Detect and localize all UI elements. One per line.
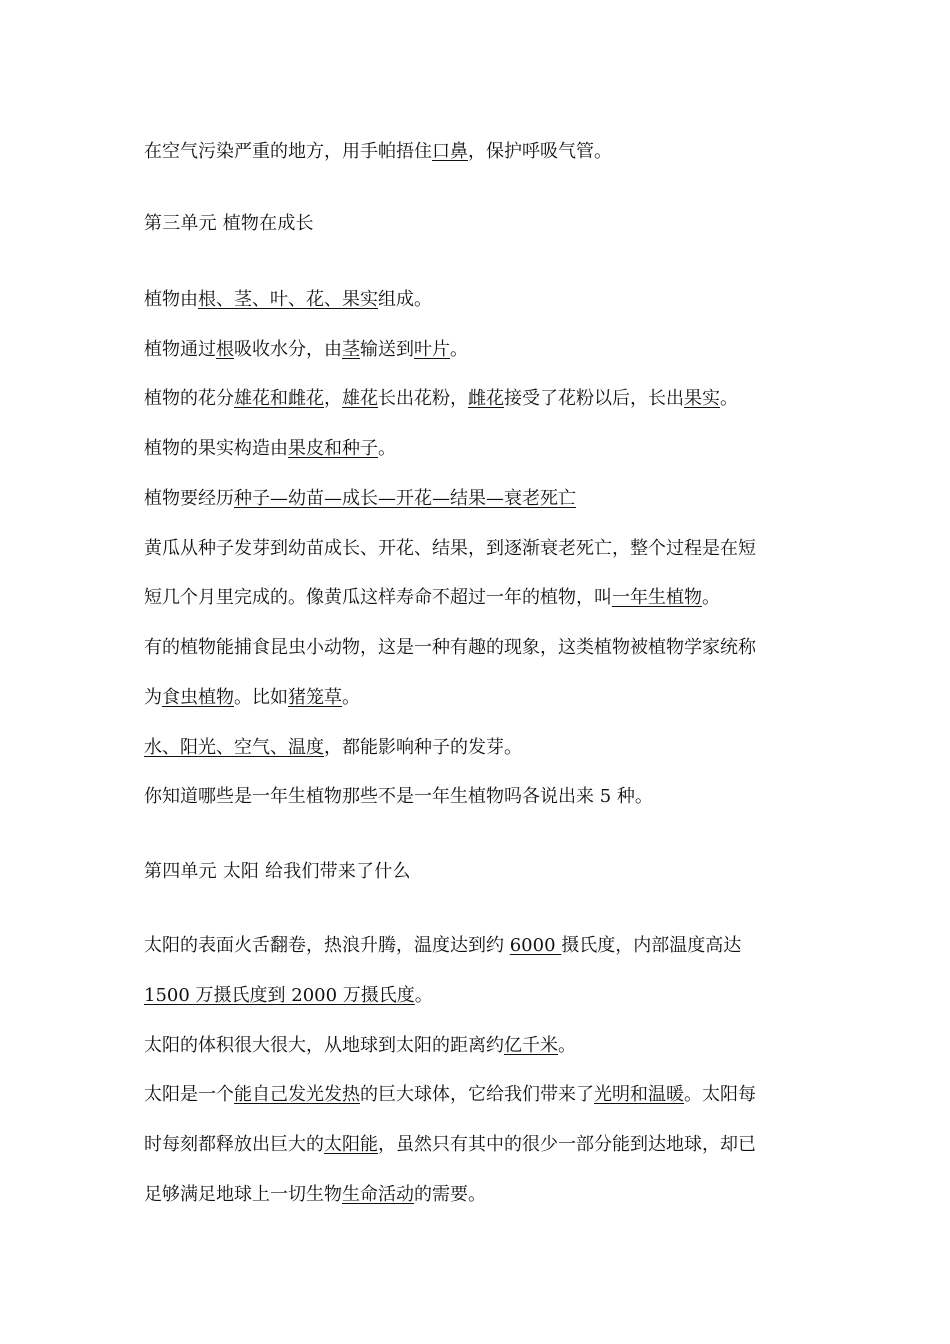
paragraph-question [144,785,653,809]
paragraph-sun-temp-line2 [144,984,433,1008]
paragraph-air-pollution [144,140,612,164]
underlined-key-term: 根、茎、叶、花、果实 [198,289,378,310]
text-segment: ，虽然只有其中的很少一部分能到达地球，却已 [378,1134,756,1155]
underlined-key-term: 根 [216,339,234,360]
text-segment: 摄氏度，内部温度高达 [561,935,742,956]
text-segment: 黄瓜从种子发芽到幼苗成长、开花、结果，到逐渐衰老死亡，整个过程是在短 [144,538,756,559]
text-segment: 在空气污染严重的地方，用手帕捂住 [144,141,432,162]
paragraph-germination [144,736,522,760]
text-segment: 的需要。 [414,1184,486,1205]
text-segment: 太阳是一个 [144,1084,234,1105]
text-segment: 组成。 [378,289,432,310]
underlined-key-term: 口鼻 [432,141,468,162]
paragraph-life-cycle [144,487,576,511]
text-segment: 。 [342,687,360,708]
text-segment: 植物要经历 [144,488,234,509]
underlined-key-term: 猪笼草 [288,687,342,708]
text-segment: 接受了花粉以后，长出 [504,388,684,409]
text-segment: 。太阳每 [684,1084,756,1105]
underlined-key-term: 生命活动 [342,1184,414,1205]
underlined-key-term: 一年生植物 [612,587,702,608]
text-segment: 植物由 [144,289,198,310]
text-segment: 。 [450,339,468,360]
underlined-key-term: 叶片 [414,339,450,360]
text-segment: 的巨大球体，它给我们带来了 [360,1084,594,1105]
text-segment: 足够满足地球上一切生物 [144,1184,342,1205]
paragraph-sun-energy-line1 [144,1083,756,1107]
paragraph-cucumber-line2 [144,586,720,610]
text-segment: 植物的花分 [144,388,234,409]
text-segment: ， [324,388,342,409]
text-segment: 第四单元 太阳 给我们带来了什么 [144,861,411,882]
underlined-key-term: 水、阳光、空气、温度 [144,737,324,758]
text-segment: 你知道哪些是一年生植物那些不是一年生植物吗各说出来 5 种。 [144,786,653,807]
text-segment: 植物的果实构造由 [144,438,288,459]
text-segment: 。 [720,388,738,409]
underlined-key-term: 太阳能 [324,1134,378,1155]
underlined-key-term: 亿千米 [504,1035,558,1056]
text-segment: 植物通过 [144,339,216,360]
paragraph-insectivore-line2 [144,686,360,710]
paragraph-sun-energy-line2 [144,1133,756,1157]
underlined-key-term: 6000 [509,935,562,956]
text-segment: 。比如 [234,687,288,708]
text-segment: 太阳的表面火舌翻卷，热浪升腾，温度达到约 [144,935,510,956]
text-segment: 长出花粉， [378,388,468,409]
text-segment: 。 [378,438,396,459]
text-segment: 短几个月里完成的。像黄瓜这样寿命不超过一年的植物，叫 [144,587,612,608]
paragraph-fruit-structure [144,437,396,461]
text-segment: 。 [702,587,720,608]
underlined-key-term: 食虫植物 [162,687,234,708]
paragraph-plant-water [144,338,468,362]
paragraph-sun-distance [144,1034,576,1058]
text-segment: 输送到 [360,339,414,360]
underlined-key-term: 光明和温暖 [594,1084,684,1105]
paragraph-insectivore-line1 [144,636,756,660]
text-segment: 。 [558,1035,576,1056]
text-segment: 太阳的体积很大很大，从地球到太阳的距离约 [144,1035,504,1056]
underlined-key-term: 雄花和雌花 [234,388,324,409]
paragraph-plant-parts [144,288,432,312]
paragraph-plant-flowers [144,387,738,411]
underlined-key-term: 种子—幼苗—成长—开花—结果—衰老死亡 [234,488,576,509]
text-segment: 时每刻都释放出巨大的 [144,1134,324,1155]
underlined-key-term: 1500 万摄氏度到 2000 万摄氏度 [144,985,415,1006]
unit4-heading [144,860,411,884]
underlined-key-term: 能自己发光发热 [234,1084,360,1105]
text-segment: ，保护呼吸气管。 [468,141,612,162]
paragraph-sun-energy-line3 [144,1183,486,1207]
underlined-key-term: 雄花 [342,388,378,409]
text-segment: ，都能影响种子的发芽。 [324,737,522,758]
text-segment: 第三单元 植物在成长 [144,213,314,234]
text-segment: 吸收水分，由 [234,339,342,360]
unit3-heading [144,212,314,236]
text-segment: 。 [414,985,433,1006]
text-segment: 为 [144,687,162,708]
text-segment: 有的植物能捕食昆虫小动物，这是一种有趣的现象，这类植物被植物学家统称 [144,637,756,658]
underlined-key-term: 茎 [342,339,360,360]
paragraph-sun-temp-line1 [144,934,741,958]
underlined-key-term: 果皮和种子 [288,438,378,459]
underlined-key-term: 雌花 [468,388,504,409]
underlined-key-term: 果实 [684,388,720,409]
paragraph-cucumber-line1 [144,537,756,561]
